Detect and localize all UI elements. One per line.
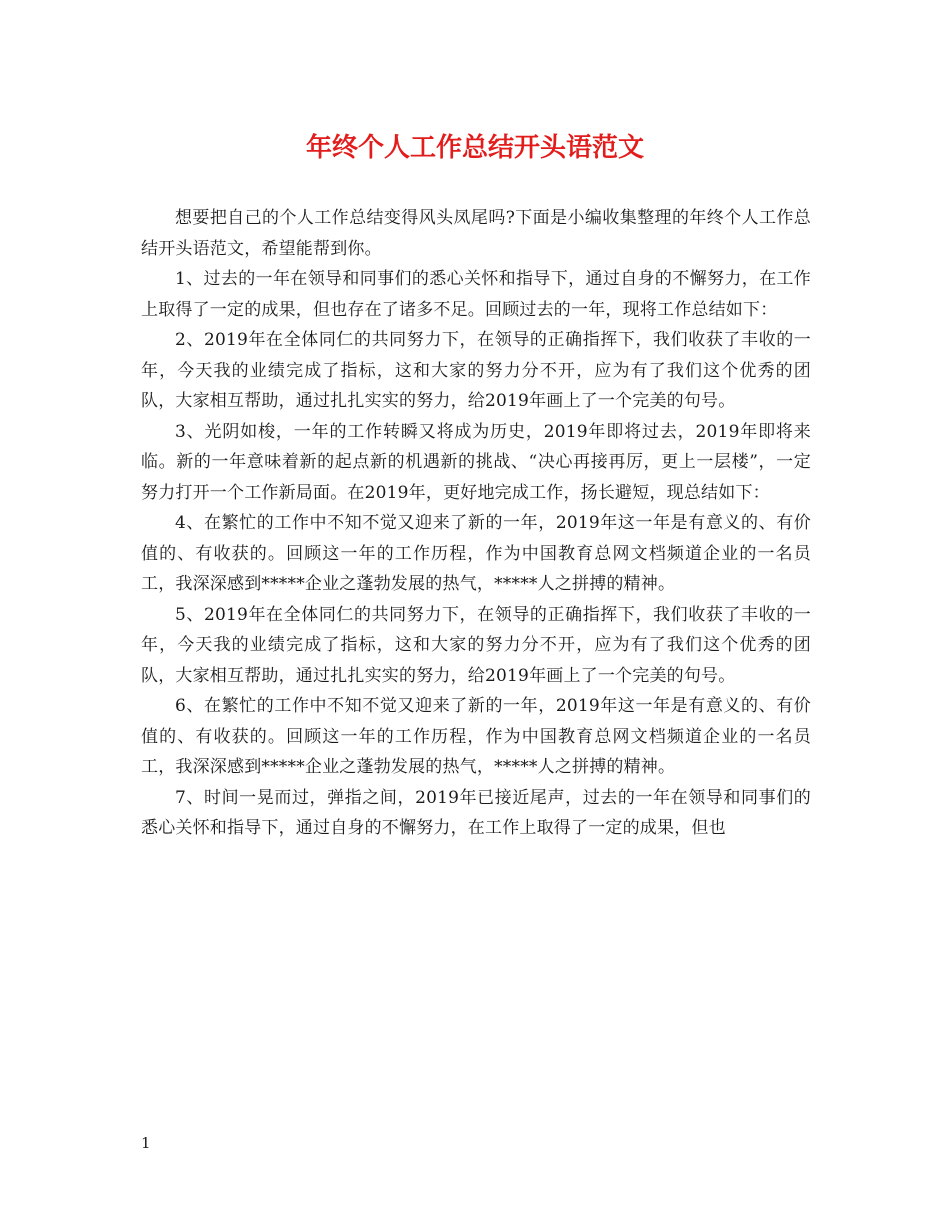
paragraph-3: 3、光阴如梭，一年的工作转瞬又将成为历史，2019年即将过去，2019年即将来临。新的一年意味着新的起点新的机遇新的挑战、“决心再接再厉，更上一层楼”，一定努力打开一个工作新局面。在2019年，更好地完成工作，扬长避短，现总结如下：	[141, 421, 811, 503]
paragraph-5: 5、2019年在全体同仁的共同努力下，在领导的正确指挥下，我们收获了丰收的一年，今天我的业绩完成了指标，这和大家的努力分不开，应为有了我们这个优秀的团队，大家相互帮助，通过扎扎实实的努力，给2019年画上了一个完美的句号。	[141, 604, 811, 686]
paragraph-intro: 想要把自己的个人工作总结变得风头凤尾吗?下面是小编收集整理的年终个人工作总结开头语范文，希望能帮到你。	[141, 208, 811, 259]
document-body	[141, 203, 811, 844]
paragraph-4: 4、在繁忙的工作中不知不觉又迎来了新的一年，2019年这一年是有意义的、有价值的、有收获的。回顾这一年的工作历程，作为中国教育总网文档频道企业的一名员工，我深深感到*****企业之蓬勃发展的热气，*****人之拼搏的精神。	[141, 513, 811, 594]
paragraph-2: 2、2019年在全体同仁的共同努力下，在领导的正确指挥下，我们收获了丰收的一年，今天我的业绩完成了指标，这和大家的努力分不开，应为有了我们这个优秀的团队，大家相互帮助，通过扎扎实实的努力，给2019年画上了一个完美的句号。	[141, 330, 811, 411]
paragraph-1: 1、过去的一年在领导和同事们的悉心关怀和指导下，通过自身的不懈努力，在工作上取得了一定的成果，但也存在了诸多不足。回顾过去的一年，现将工作总结如下：	[141, 269, 811, 320]
paragraph-7: 7、时间一晃而过，弹指之间，2019年已接近尾声，过去的一年在领导和同事们的悉心关怀和指导下，通过自身的不懈努力，在工作上取得了一定的成果，但也	[141, 787, 811, 838]
paragraph-6: 6、在繁忙的工作中不知不觉又迎来了新的一年，2019年这一年是有意义的、有价值的、有收获的。回顾这一年的工作历程，作为中国教育总网文档频道企业的一名员工，我深深感到*****企业之蓬勃发展的热气，*****人之拼搏的精神。	[141, 696, 811, 777]
document-title: 年终个人工作总结开头语范文	[305, 133, 644, 163]
page-number: 1	[141, 1134, 151, 1152]
